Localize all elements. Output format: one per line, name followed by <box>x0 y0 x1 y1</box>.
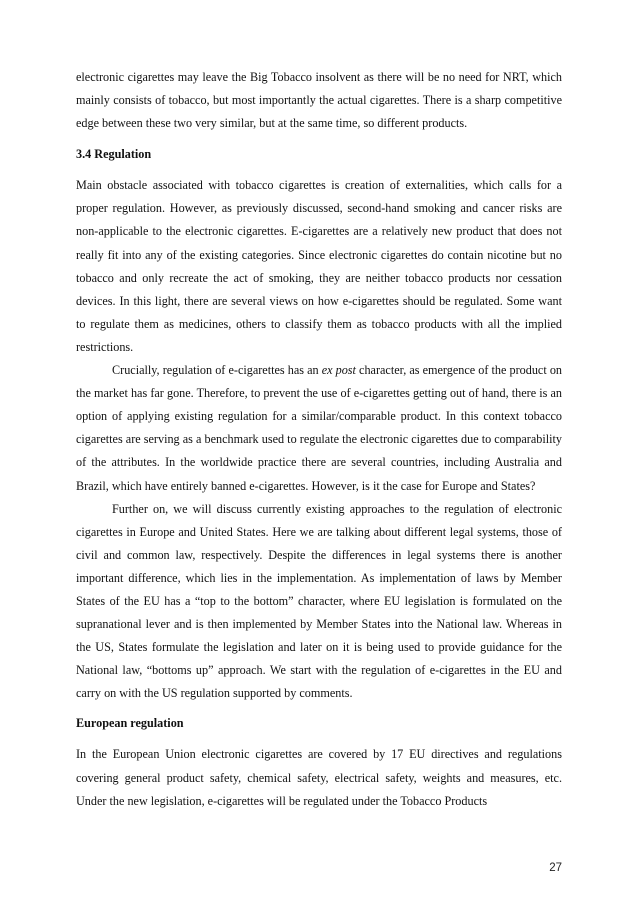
paragraph-approaches: Further on, we will discuss currently existing approaches to the regulation of electronic cigarettes in Europe and United States. Here we are talking about different legal systems, those of civil and common law, respectively. Despite the differences in legal systems there is another important difference, which lies in the implementation. As implementation of laws by Member States of the EU has a “top to the bottom” character, where EU legislation is formulated on the supranational lever and is then implemented by Member States into the National law. Whereas in the US, States formulate the legislation and later on it is being used to provide guidance for the National law, “bottoms up” approach. We start with the regulation of e-cigarettes in the EU and carry on with the US regulation supported by comments. <box>76 501 562 701</box>
paragraph-intro: electronic cigarettes may leave the Big Tobacco insolvent as there will be no need for NRT, which mainly consists of tobacco, but most importantly the actual cigarettes. There is a sharp competitive edge between these two very similar, but at the same time, so different products. <box>76 70 562 131</box>
paragraph-ex-post-after: character, as emergence of the product on the market has far gone. Therefore, to prevent the use of e-cigarettes getting out of hand, there is an option of applying existing regulation for a similar/comparable product. In this context tobacco cigarettes are serving as a benchmark used to regulate the electronic cigarettes due to comparability of the attributes. In the worldwide practice there are several countries, including Australia and Brazil, which have entirely banned e-cigarettes. However, is it the case for Europe and States? <box>76 363 563 493</box>
document-page <box>76 66 562 813</box>
section-heading-european-regulation: European regulation <box>76 716 184 731</box>
paragraph-ex-post-italic: ex post <box>321 363 356 378</box>
paragraph-eu-directives: In the European Union electronic cigarettes are covered by 17 EU directives and regulations covering general product safety, chemical safety, electrical safety, weights and measures, etc. Under the new legislation, e-cigarettes will be regulated under the Tobacco Products <box>76 747 562 808</box>
paragraph-ex-post-before: Crucially, regulation of e-cigarettes has an <box>112 363 322 378</box>
page-number: 27 <box>549 862 562 874</box>
paragraph-regulation-obstacle: Main obstacle associated with tobacco cigarettes is creation of externalities, which calls for a proper regulation. However, as previously discussed, second-hand smoking and cancer risks are non-applicable to the electronic cigarettes. E-cigarettes are a relatively new product that does not really fit into any of the existing categories. Since electronic cigarettes do contain nicotine but no tobacco and only recreate the act of smoking, they are neither tobacco products nor cessation devices. In this light, there are several views on how e-cigarettes should be regulated. Some want to regulate them as medicines, others to classify them as tobacco products with all the implied restrictions. <box>76 178 562 354</box>
paragraph-ex-post <box>76 359 562 498</box>
section-heading-regulation: 3.4 Regulation <box>76 147 152 162</box>
